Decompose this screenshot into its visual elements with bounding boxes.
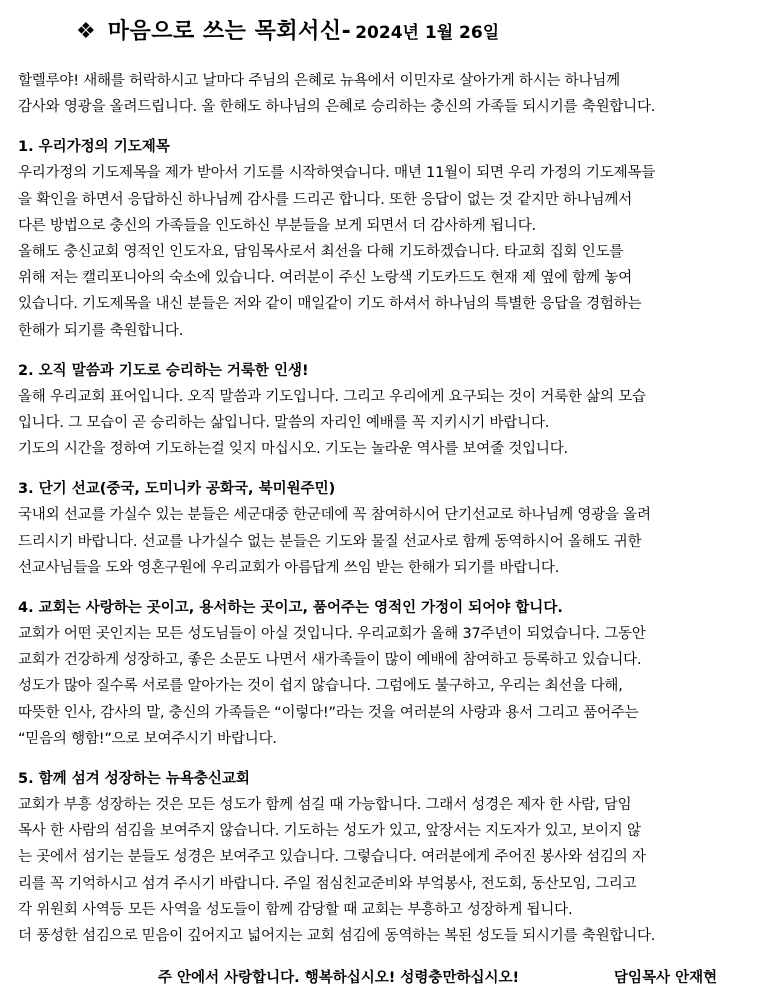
section-heading: 4. 교회는 사랑하는 곳이고, 용서하는 곳이고, 품어주는 영적인 가정이 되어야 합니다.	[18, 600, 563, 617]
body-line: “믿음의 행함!”으로 보여주시기 바랍니다.	[18, 730, 277, 747]
body-line: 각 위원회 사역등 모든 사역을 성도들이 함께 감당할 때 교회는 부흥하고 성장하게 됩니다.	[18, 901, 573, 918]
body-line: 선교사님들을 도와 영혼구원에 우리교회가 아름답게 쓰임 받는 한해가 되기를 바랍니다.	[18, 559, 560, 576]
intro-line: 감사와 영광을 올려드립니다. 올 한해도 하나님의 은혜로 승리하는 충신의 가족들 되시기를 축원합니다.	[18, 99, 656, 116]
letter-date: 2024년 1월 26일	[355, 23, 500, 43]
section-2	[18, 358, 770, 463]
body-line: 교회가 건강하게 성장하고, 좋은 소문도 나면서 새가족들이 많이 예배에 참여하고 등록하고 있습니다.	[18, 652, 642, 669]
closing-blessing: 주 안에서 사랑합니다. 행복하십시오! 성령충만하십시오!	[158, 970, 520, 986]
section-heading: 5. 함께 섬겨 성장하는 뉴욕충신교회	[18, 771, 250, 788]
body-line: 있습니다. 기도제목을 내신 분들은 저와 같이 매일같이 기도 하셔서 하나님의 특별한 응답을 경험하는	[18, 296, 642, 313]
diamond-bullet-icon: ❖	[76, 19, 96, 44]
letter-title: 마음으로 쓰는 목회서신-	[107, 19, 352, 44]
body-line: 기도의 시간을 정하여 기도하는걸 잊지 마십시오. 기도는 놀라운 역사를 보여줄 것입니다.	[18, 441, 568, 458]
body-line: 우리가정의 기도제목을 제가 받아서 기도를 시작하엿습니다. 매년 11월이 되면 우리 가정의 기도제목들	[18, 165, 656, 182]
section-1	[18, 134, 770, 343]
body-line: 성도가 많아 질수록 서로를 알아가는 것이 쉽지 않습니다. 그럼에도 불구하고, 우리는 최선을 다해,	[18, 678, 623, 695]
closing-signature: 담임목사 안재현	[614, 970, 718, 986]
body-line: 교회가 부흥 성장하는 것은 모든 성도가 함께 섬길 때 가능합니다. 그래서 성경은 제자 한 사람, 담임	[18, 797, 632, 814]
intro-line: 할렐루야! 새해를 허락하시고 날마다 주님의 은혜로 뉴욕에서 이민자로 살아가게 하시는 하나님께	[18, 73, 620, 89]
body-line: 목사 한 사람의 섬김을 보여주지 않습니다. 기도하는 성도가 있고, 앞장서는 지도자가 있고, 보이지 않	[18, 823, 641, 840]
letter-header	[76, 14, 770, 54]
section-3	[18, 476, 770, 581]
intro-paragraph	[18, 68, 770, 120]
body-line: 을 확인을 하면서 응답하신 하나님께 감사를 드리곤 합니다. 또한 응답이 없는 것 같지만 하나님께서	[18, 191, 633, 208]
body-line: 교회가 어떤 곳인지는 모든 성도님들이 아실 것입니다. 우리교회가 올해 37주년이 되었습니다. 그동안	[18, 626, 646, 643]
body-line: 올해 우리교회 표어입니다. 오직 말씀과 기도입니다. 그리고 우리에게 요구되는 것이 거룩한 삶의 모습	[18, 388, 646, 405]
body-line: 다른 방법으로 충신의 가족들을 인도하신 부분들을 보게 되면서 더 감사하게 됩니다.	[18, 217, 536, 234]
body-line: 는 곳에서 섬기는 분들도 성경은 보여주고 있습니다. 그렇습니다. 여러분에게 주어진 봉사와 섬김의 자	[18, 849, 646, 866]
body-line: 한해가 되기를 축원합니다.	[18, 322, 184, 339]
section-heading: 2. 오직 말씀과 기도로 승리하는 거룩한 인생!	[18, 362, 309, 379]
body-line: 입니다. 그 모습이 곧 승리하는 삶입니다. 말씀의 자리인 예배를 꼭 지키시기 바랍니다.	[18, 415, 550, 432]
body-line: 리를 꼭 기억하시고 섬겨 주시기 바랍니다. 주일 점심친교준비와 부엌봉사, 전도회, 동산모임, 그리고	[18, 875, 637, 892]
section-heading: 3. 단기 선교(중국, 도미니카 공화국, 북미원주민)	[18, 481, 336, 498]
body-line: 더 풍성한 섬김으로 믿음이 깊어지고 넓어지는 교회 섬김에 동역하는 복된 성도들 되시기를 축원합니다.	[18, 928, 656, 945]
section-heading: 1. 우리가정의 기도제목	[18, 139, 170, 156]
section-4	[18, 595, 770, 752]
section-5	[18, 766, 770, 949]
body-line: 드리시기 바랍니다. 선교를 나가실수 없는 분들은 기도와 물질 선교사로 함께 동역하시어 올해도 귀한	[18, 533, 642, 550]
body-line: 위해 저는 캘리포니아의 숙소에 있습니다. 여러분이 주신 노랑색 기도카드도 현재 제 옆에 함께 놓여	[18, 270, 633, 287]
body-line: 따뜻한 인사, 감사의 말, 충신의 가족들은 “이렇다!”라는 것을 여러분의 사랑과 용서 그리고 품어주는	[18, 704, 639, 721]
body-line: 올해도 충신교회 영적인 인도자요, 담임목사로서 최선을 다해 기도하겠습니다. 타교회 집회 인도를	[18, 244, 624, 261]
body-line: 국내외 선교를 가실수 있는 분들은 세군대중 한군데에 꼭 참여하시어 단기선교로 하나님께 영광을 올려	[18, 507, 651, 524]
